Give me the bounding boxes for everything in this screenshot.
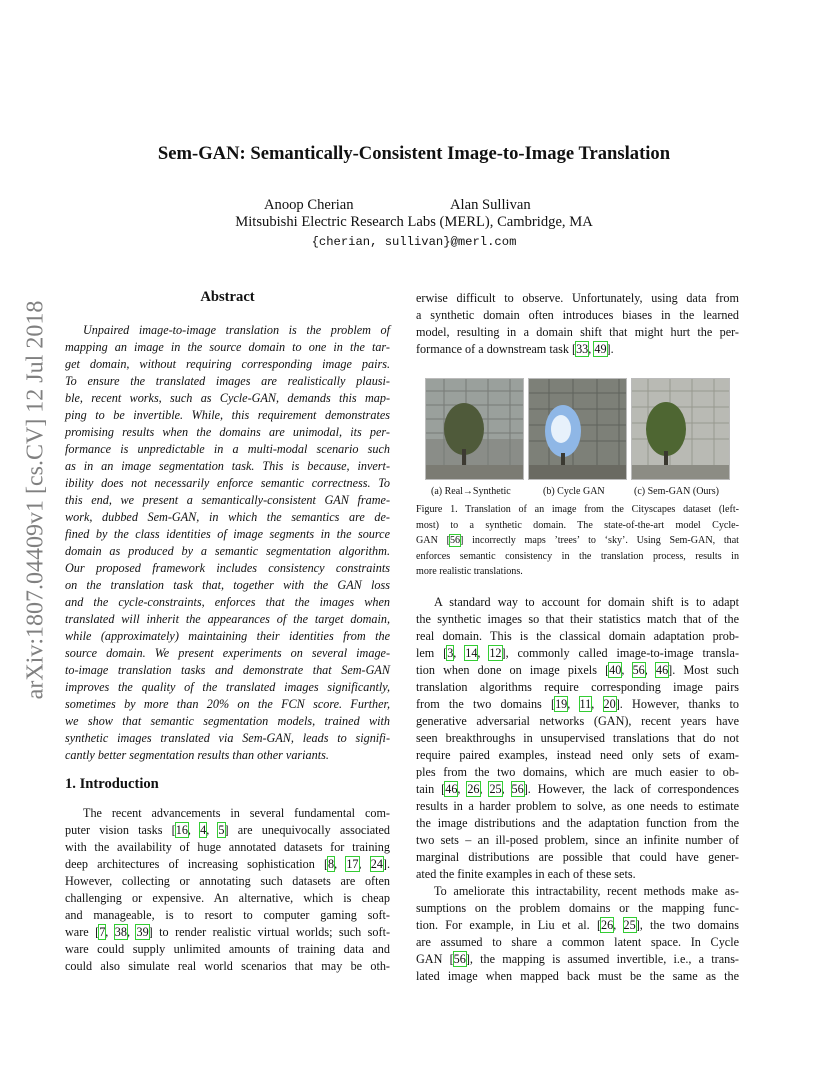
text-line: seen breakthroughs in unsupervised translations that do not [416,731,739,745]
paper-title: Sem-GAN: Semantically-Consistent Image-to-Image Translation [157,143,671,164]
text-line: enforces semantic consistency in the translation process, results in [416,550,739,562]
text-line: mapping an image in the source domain to one in the tar- [65,340,390,354]
text-line: we show that semantic segmentation models, trained with [65,714,390,728]
text-line: To ensure the translated images are realistically plausi- [65,374,390,388]
text-line: to-image translation tasks and demonstrate that Sem-GAN [65,663,390,677]
text-line: from the two domains [19, 11, 20]. However, thanks to [416,697,740,711]
arxiv-stamp [16,300,56,700]
text-line: most) to a synthetic domain. The state-of-the-art model Cycle- [416,519,739,531]
text-line: domain as produced by a semantic segmentation algorithm. [65,544,390,558]
text-line: Unpaired image-to-image translation is the problem of [83,323,390,337]
text-line: translation algorithms require corresponding image pairs [416,680,739,694]
text-line: ware [7, 38, 39] to render realistic virtual worlds; such soft- [65,925,391,939]
text-line: tion. For example, in Liu et al. [26, 25], the two domains [416,918,739,932]
subcaption-a: (a) Real→Synthetic [431,486,511,497]
right-column-continuation [416,290,739,358]
text-line: tain [46, 26, 25, 56]. However, the lack of correspondences [416,782,739,796]
text-line: challenging or expensive. An alternative, which is cheap [65,891,390,905]
abstract-heading: Abstract [200,289,255,305]
text-line: sumptions on the problem domains or the mapping func- [416,901,739,915]
text-line: the image distributions and the adaptation function from the [416,816,739,830]
text-line: the synthetic images so that their statistics match that of the [416,612,739,626]
arxiv-stamp-text: arXiv:1807.04409v1 [cs.CV] 12 Jul 2018 [22,300,49,700]
text-line: sometimes by more than 20% on the FCN score. Further, [65,697,390,711]
text-line: require paired examples, instead need only sets of exam- [416,748,739,762]
text-line: source domain. We present experiments on several image- [65,646,390,660]
text-line: this end, we present a semantically-consistent GAN frame- [65,493,390,507]
text-line: tion when done on image pixels [40, 56, 46]. Most such [416,663,740,677]
author-email: {cherian, sullivan}@merl.com [311,235,517,249]
text-line: ware could supply unlimited amounts of training data and [65,942,390,956]
subcaption-c: (c) Sem-GAN (Ours) [634,486,719,497]
text-line: erwise difficult to observe. Unfortunately, using data from [416,291,739,305]
text-line: are assumed to share a common latent space. In Cycle [416,935,739,949]
author-1: Anoop Cherian [264,197,354,213]
text-line: GAN [56] incorrectly maps ’trees’ to ‘sky’. Using Sem-GAN, that [416,535,739,546]
text-line: lated image when mapped back must be the same as the [416,969,739,983]
text-line: more realistic translations. [416,566,523,577]
figure-1 [425,378,735,478]
figure-image-cycle-gan [528,378,627,480]
text-line: To ameliorate this intractability, recent methods make as- [434,884,739,898]
text-line: real domain. This is the classical domain adaptation prob- [416,629,739,643]
text-line: and the cycle-constraints, enforces that the images when [65,595,390,609]
paragraph-intractability [416,883,739,985]
text-line: work, dubbed Sem-GAN, in which the semantics are de- [65,510,390,524]
section-heading-introduction: 1. Introduction [65,776,159,792]
author-2: Alan Sullivan [450,197,531,213]
text-line: results in a harder problem to solve, as one needs to estimate [416,799,739,813]
text-line: fined by the class identities of image segments in the source [65,527,390,541]
text-line: while (approximately) maintaining their identities from the [65,629,390,643]
text-line: Our proposed framework includes consistency constraints [65,561,390,575]
text-line: translated will inherit the appearances of the target domain, [65,612,390,626]
text-line: GAN [56], the mapping is assumed invertible, i.e., a trans- [416,952,739,966]
text-line: cantly better segmentation results than other variants. [65,748,329,762]
right-column-body [416,594,739,985]
figure-image-sem-gan [631,378,730,480]
text-line: ibility does not necessarily enforce semantic correctness. To [65,476,390,490]
text-line: and manageable, is to resort to computer gaming soft- [65,908,390,922]
text-line: improves the quality of the translated images significantly, [65,680,390,694]
abstract-body [65,322,390,764]
paragraph-domain-shift [416,594,739,883]
text-line: synthetic images translated via Sem-GAN, leads to signifi- [65,731,390,745]
introduction-body [65,805,390,975]
text-line: formance of a downstream task [33, 49]. [416,342,614,356]
text-line: on the translation task that, together with the GAN loss [65,578,390,592]
subcaption-b: (b) Cycle GAN [543,486,605,497]
text-line: Figure 1. Translation of an image from the Cityscapes dataset (left- [416,504,739,515]
figure-image-real-to-synthetic [425,378,524,480]
text-line: two sets – an ill-posed problem, since an infinite number of [416,833,739,847]
text-line: a synthetic domain often introduces biases in the learned [416,308,739,322]
text-line: generative adversarial networks (GAN), recent years have [416,714,739,728]
text-line: However, collecting or annotating such datasets are often [65,874,390,888]
text-line: model, resulting in a domain shift that might hurt the per- [416,325,739,339]
text-line: The recent advancements in several fundamental com- [83,806,390,820]
text-line: deep architectures of increasing sophistication [8, 17, 24]. [65,857,391,871]
text-line: with the availability of huge annotated datasets for training [65,840,390,854]
text-line: ated the finite examples in each of these sets. [416,867,636,881]
affiliation: Mitsubishi Electric Research Labs (MERL), Cambridge, MA [235,214,593,230]
text-line: formance is unpredictable in a multi-modal scenario such [65,442,390,456]
text-line: ble, recent works, such as Cycle-GAN, demands this map- [65,391,390,405]
text-line: lem [3, 14, 12], commonly called image-to-image transla- [416,646,740,660]
text-line: promising results when the domains are unimodal, its per- [65,425,390,439]
text-line: marginal distributions are possible that could have gener- [416,850,739,864]
text-line: could also simulate real world scenarios that may be oth- [65,959,390,973]
text-line: ping to be invertible. While, this requirement demonstrates [65,408,390,422]
text-line: A standard way to account for domain shift is to adapt [434,595,739,609]
text-line: ples from the two domains, which are much easier to ob- [416,765,739,779]
text-line: puter vision tasks [16, 4, 5] are unequivocally associated [65,823,391,837]
text-line: as in an image segmentation task. This is because, invert- [65,459,390,473]
figure-1-caption [416,502,739,580]
text-line: get domain, without requiring corresponding image pairs. [65,357,390,371]
